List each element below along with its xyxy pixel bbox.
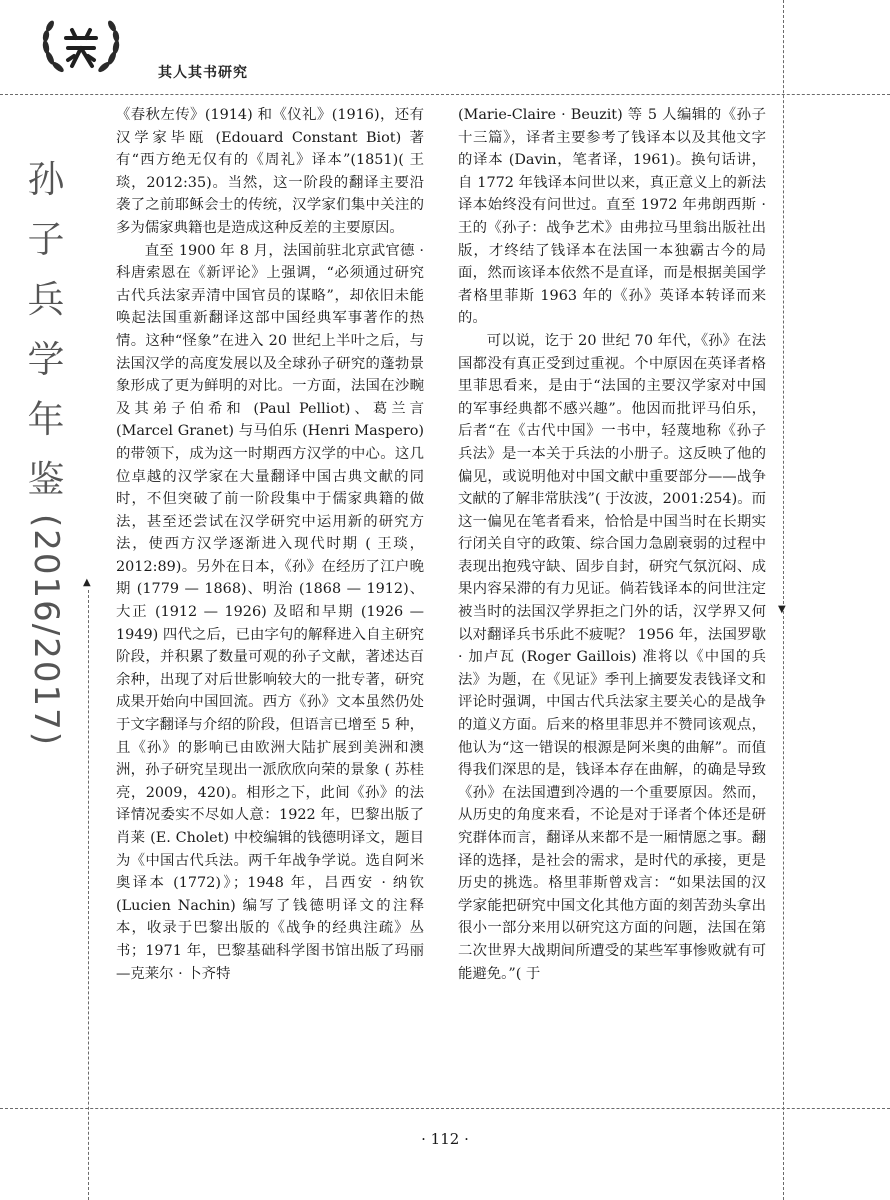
side-title-char: 孙 [27,158,65,201]
paragraph: 《春秋左传》(1914) 和《仪礼》(1916)，还有汉学家毕瓯 (Edouard Constant Biot) 著有“西方绝无仅有的《周礼》译本”(1851)( 王琰，2012:35)。当然，这一阶段的翻译主要沿袭了之前耶稣会士的传统，汉学家们集中关注的多为儒家典籍也是造成这种反差的主要原因。 [116,107,424,236]
paragraph: 直至 1900 年 8 月，法国前驻北京武官德 · 科唐索恩在《新评论》上强调，“必须通过研究古代兵法家弄清中国官员的谋略”，却依旧未能唤起法国重新翻译这部中国经典军事著作的热情。这种“怪象”在进入 20 世纪上半叶之后，与法国汉学的高度发展以及全球孙子研究的蓬勃景象形成了更为鲜明的对比。一方面，法国在沙畹及其弟子伯希和 (Paul Pelliot)、葛兰言 (Marcel Granet) 与马伯乐 (Henri Maspero) 的带领下，成为这一时期西方汉学的中心。这几位卓越的汉学家在大量翻译中国古典文献的同时，不但突破了前一阶段集中于儒家典籍的做法，甚至还尝试在汉学研究中运用新的研究方法，使西方汉学逐渐进入现代时期 ( 王琰，2012:89)。另外在日本，《孙》在经历了江户晚期 (1779 — 1868)、明治 (1868 — 1912)、大正 (1912 — 1926) 及昭和早期 (1926 — 1949) 四代之后，已由字句的解释进入自主研究阶段，并积累了数量可观的孙子文献，著述达百余种，出现了对后世影响较大的一批专著，研究成果开始向中国回流。西方《孙》文本虽然仍处于文字翻译与介绍的阶段，但语言已增至 5 种，且《孙》的影响已由欧洲大陆扩展到美洲和澳洲，孙子研究呈现出一派欣欣向荣的景象 ( 苏桂亮，2009，420)。相形之下，此间《孙》的法译情况委实不尽如人意：1922 年，巴黎出版了肖莱 (E. Cholet) 中校编辑的钱德明译文，题目为《中国古代兵法。两千年战争学说。选自阿米奥译本 (1772)》；1948 年，吕西安 · 纳钦 (Lucien Nachin) 编写了钱德明译文的注释本，收录于巴黎出版的《战争的经典注疏》丛书；1971 年，巴黎基础科学图书馆出版了玛丽—克莱尔 · 卜齐特 [116,242,424,982]
side-title-year: (2016/2017) [26,514,66,748]
right-text-column [458,104,766,985]
side-title-char: 鉴 [27,458,65,501]
side-title-char: 子 [27,218,65,261]
top-dashed-rule [0,94,890,95]
side-title [24,150,68,747]
side-title-char: 年 [27,398,65,441]
left-text-column [116,104,424,985]
side-title-char: 学 [27,338,65,381]
left-dashed-rule [88,590,89,1200]
section-title: 其人其书研究 [158,65,248,81]
page-number: · 112 · [421,1130,469,1148]
bottom-dashed-rule [0,1108,890,1109]
right-dashed-rule [783,0,784,1200]
triangle-down-icon: ▼ [778,604,786,615]
triangle-up-icon: ▲ [83,577,91,588]
paragraph: (Marie-Claire · Beuzit) 等 5 人编辑的《孙子十三篇》，译者主要参考了钱译本以及其他文字的译本 (Davin，笔者译，1961)。换句话讲，自 1772 年钱译本问世以来，真正意义上的新法译本始终没有问世过。直至 1972 年弗朗西斯 · 王的《孙子：战争艺术》由弗拉马里翁出版社出版，才终结了钱译本在法国一本独霸古今的局面，然而该译本依然不是直译，而是根据美国学者格里菲斯 1963 年的《孙》英译本转译而来的。 [458,107,766,327]
laurel-wreath-emblem-icon [38,14,124,84]
paragraph: 可以说，讫于 20 世纪 70 年代，《孙》在法国都没有真正受到过重视。个中原因在英译者格里菲思看来，是由于“法国的主要汉学家对中国的军事经典都不感兴趣”。他因而批评马伯乐，后者“在《古代中国》一书中，轻蔑地称《孙子兵法》是一本关于兵法的小册子。这反映了他的偏见，或说明他对中国文献中重要部分——战争文献的了解非常肤浅”( 于汝波，2001:254)。而这一偏见在笔者看来，恰恰是中国当时在长期实行闭关自守的政策、综合国力急剧衰弱的过程中表现出抱残守缺、固步自封，研究气氛沉闷、成果内容呆滞的有力见证。倘若钱译本的问世注定被当时的法国汉学界拒之门外的话，汉学界又何以对翻译兵书乐此不疲呢？ 1956 年，法国罗歇 · 加卢瓦 (Roger Gaillois) 准将以《中国的兵法》为题，在《见证》季刊上摘要发表钱译文和评论时强调，中国古代兵法家主要关心的是战争的道义方面。后来的格里菲思并不赞同该观点，他认为“这一错误的根源是阿米奥的曲解”。而值得我们深思的是，钱译本存在曲解，的确是导致《孙》在法国遭到冷遇的一个重要原因。然而，从历史的角度来看，不论是对于译者个体还是研究群体而言，翻译从来都不是一厢情愿之事。翻译的选择，是社会的需求，是时代的承接，更是历史的挑选。格里菲斯曾戏言：“如果法国的汉学家能把研究中国文化其他方面的刻苦劲头拿出很小一部分来用以研究这方面的问题，法国在第二次世界大战期间所遭受的某些军事惨败就有可能避免。”( 于 [458,332,766,982]
side-title-char: 兵 [27,278,65,321]
